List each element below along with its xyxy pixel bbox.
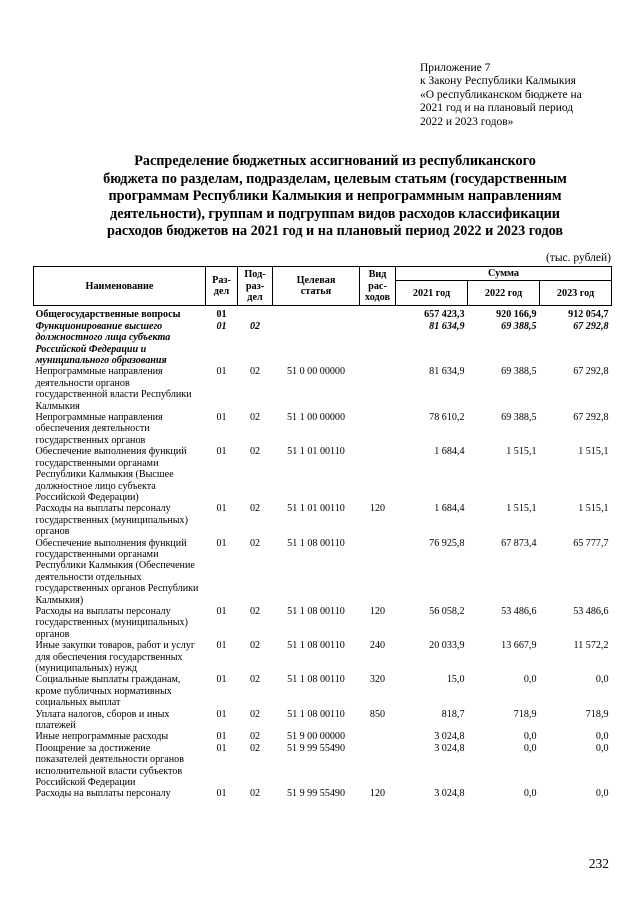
title-line: Распределение бюджетных ассигнований из республиканского <box>134 153 536 169</box>
header-vid <box>360 267 396 306</box>
header-target <box>273 267 360 306</box>
table-row <box>34 640 612 674</box>
cell-subsection: 02 <box>249 674 261 686</box>
cell-section: 01 <box>216 309 227 321</box>
cell-target <box>273 321 360 367</box>
cell-subsection: 02 <box>249 412 261 424</box>
cell-2022: 69 388,5 <box>501 412 537 424</box>
document-title <box>40 153 630 241</box>
cell-section: 01 <box>216 320 227 332</box>
cell-vid: 240 <box>369 640 386 652</box>
cell-vid <box>360 412 396 446</box>
cell-subsection <box>238 306 273 321</box>
cell-2021: 76 925,8 <box>429 537 465 549</box>
cell-2023: 718,9 <box>585 708 609 720</box>
cell-subsection: 02 <box>249 731 261 743</box>
cell-target: 51 9 00 00000 <box>286 731 346 743</box>
table-row <box>34 788 612 799</box>
cell-2023: 67 292,8 <box>573 320 609 332</box>
cell-section: 01 <box>216 640 227 652</box>
cell-2022: 0,0 <box>523 674 537 686</box>
cell-2022: 1 515,1 <box>506 503 537 515</box>
cell-name: Обеспечение выполнения функций государственными органами Республики Калмыкия (Высшее должностное лицо субъекта Российской Федерации) <box>35 446 187 503</box>
cell-2022: 1 515,1 <box>506 446 537 458</box>
cell-2022: 13 667,9 <box>501 640 537 652</box>
header-subsection <box>238 267 273 306</box>
cell-target: 51 1 08 00110 <box>287 605 345 617</box>
cell-target: 51 9 99 55490 <box>286 788 346 800</box>
cell-name: Расходы на выплаты персоналу государственных (муниципальных) органов <box>35 605 188 640</box>
header-vid-text: Вид рас- ходов <box>364 269 390 303</box>
cell-vid <box>360 306 396 321</box>
cell-2023: 67 292,8 <box>573 366 609 378</box>
cell-2022: 69 388,5 <box>501 320 537 332</box>
cell-2021: 3 024,8 <box>434 731 465 743</box>
cell-vid <box>360 366 396 412</box>
cell-subsection: 02 <box>249 640 261 652</box>
cell-subsection: 02 <box>249 366 261 378</box>
cell-section: 01 <box>216 446 227 458</box>
cell-2022: 920 166,9 <box>496 309 537 321</box>
cell-target <box>273 306 360 321</box>
page-number: 232 <box>588 856 609 871</box>
header-name: Наименование <box>34 267 206 306</box>
cell-2023: 1 515,1 <box>578 503 609 515</box>
table-row <box>34 412 612 446</box>
header-2022: 2022 год <box>468 281 540 306</box>
title-line: деятельности), группам и подгруппам видов расходов классификации <box>110 205 560 222</box>
cell-subsection: 02 <box>249 708 261 720</box>
table-row <box>34 321 612 367</box>
cell-2021: 3 024,8 <box>434 742 465 754</box>
cell-2023: 1 515,1 <box>578 446 609 458</box>
units-label: (тыс. рублей) <box>545 252 611 264</box>
cell-target: 51 1 01 00110 <box>287 503 345 515</box>
table-row <box>34 503 612 537</box>
cell-2022: 0,0 <box>523 731 537 743</box>
cell-2021: 1 684,4 <box>434 446 465 458</box>
cell-2023: 65 777,7 <box>573 537 609 549</box>
appendix-line: 2021 год и на плановый период <box>420 102 574 115</box>
cell-target: 51 1 08 00110 <box>287 708 345 720</box>
cell-section: 01 <box>216 412 227 424</box>
cell-name: Непрограммные направления обеспечения деятельности государственных органов <box>35 412 163 446</box>
cell-section: 01 <box>216 366 227 378</box>
table-row <box>34 674 612 708</box>
cell-2022: 53 486,6 <box>501 605 537 617</box>
cell-subsection: 02 <box>249 605 261 617</box>
title-line: расходов бюджетов на 2021 год и на плановый период 2022 и 2023 годов <box>106 223 564 240</box>
cell-section: 01 <box>216 788 227 800</box>
cell-2023: 0,0 <box>595 731 609 743</box>
table-row <box>34 306 612 321</box>
appendix-line: 2022 и 2023 годов» <box>420 115 514 128</box>
cell-vid <box>360 446 396 503</box>
header-2021: 2021 год <box>396 281 468 306</box>
table-row <box>34 446 612 503</box>
header-target-text: Целевая статья <box>296 274 336 298</box>
cell-2023: 67 292,8 <box>573 412 609 424</box>
cell-2021: 78 610,2 <box>429 412 465 424</box>
cell-2023: 0,0 <box>595 742 609 754</box>
cell-target: 51 9 99 55490 <box>286 742 346 754</box>
appendix-line: «О республиканском бюджете на <box>420 88 582 101</box>
cell-name: Социальные выплаты гражданам, кроме публичных нормативных социальных выплат <box>35 674 181 709</box>
appendix-note <box>420 62 620 129</box>
table-row <box>34 743 612 789</box>
cell-section: 01 <box>216 503 227 515</box>
cell-name: Уплата налогов, сборов и иных платежей <box>35 708 170 732</box>
cell-subsection: 02 <box>249 537 261 549</box>
cell-2021: 15,0 <box>446 674 465 686</box>
cell-name: Иные непрограммные расходы <box>35 731 169 743</box>
cell-2021: 56 058,2 <box>429 605 465 617</box>
cell-2023: 53 486,6 <box>573 605 609 617</box>
table-row <box>34 366 612 412</box>
cell-vid: 850 <box>369 708 386 720</box>
table-row <box>34 606 612 640</box>
cell-subsection: 02 <box>249 446 261 458</box>
cell-vid <box>360 731 396 742</box>
cell-2022: 69 388,5 <box>501 366 537 378</box>
header-section-text: Раз- дел <box>212 274 231 298</box>
cell-2023: 0,0 <box>595 674 609 686</box>
cell-section: 01 <box>216 742 227 754</box>
cell-2022: 0,0 <box>523 742 537 754</box>
cell-2021: 1 684,4 <box>434 503 465 515</box>
cell-2023: 0,0 <box>595 788 609 800</box>
cell-name: Расходы на выплаты персоналу государственных (муниципальных) органов <box>35 503 188 538</box>
cell-section: 01 <box>216 674 227 686</box>
cell-2021: 81 634,9 <box>429 366 465 378</box>
cell-name: Функционирование высшего должностного лица субъекта Российской Федерации и муниципального образования <box>35 320 171 367</box>
cell-name: Поощрение за достижение показателей деятельности органов исполнительной власти субъектов Российской Федерации <box>35 742 184 789</box>
cell-target: 51 1 01 00110 <box>287 446 345 458</box>
cell-2021: 657 423,3 <box>424 309 465 321</box>
cell-vid <box>360 321 396 367</box>
cell-name: Обеспечение выполнения функций государственными органами Республики Калмыкия (Обеспечение деятельности отдельных государственных органов Республики Калмыкия) <box>35 537 199 606</box>
cell-target: 51 1 08 00110 <box>287 537 345 549</box>
table-body <box>34 306 612 800</box>
cell-section: 01 <box>216 708 227 720</box>
title-line: бюджета по разделам, подразделам, целевым статьям (государственным <box>103 170 567 187</box>
cell-2022: 0,0 <box>523 788 537 800</box>
cell-subsection: 02 <box>249 503 261 515</box>
cell-target: 51 1 08 00110 <box>287 674 345 686</box>
header-section <box>206 267 238 306</box>
cell-subsection: 02 <box>249 788 261 800</box>
table-row <box>34 538 612 606</box>
cell-target: 51 0 00 00000 <box>286 366 346 378</box>
cell-name: Непрограммные направления деятельности органов государственной власти Республики Калмыкия <box>35 366 192 412</box>
cell-2021: 3 024,8 <box>434 788 465 800</box>
title-line: программам Республики Калмыкия и непрограммным направлениям <box>108 188 562 205</box>
cell-2021: 81 634,9 <box>429 320 465 332</box>
appendix-line: к Закону Республики Калмыкия <box>420 75 576 88</box>
cell-vid <box>360 538 396 606</box>
header-2023: 2023 год <box>540 281 612 306</box>
table-row <box>34 731 612 742</box>
cell-subsection: 02 <box>249 320 261 332</box>
cell-name: Общегосударственные вопросы <box>35 309 181 321</box>
cell-2023: 912 054,7 <box>568 309 609 321</box>
cell-target: 51 1 00 00000 <box>286 412 346 424</box>
cell-section: 01 <box>216 731 227 743</box>
header-subsection-text: Под- раз- дел <box>244 269 266 303</box>
cell-2022: 718,9 <box>513 708 537 720</box>
header-sum: Сумма <box>396 267 612 281</box>
cell-2021: 818,7 <box>441 708 465 720</box>
cell-name: Расходы на выплаты персоналу <box>35 788 171 800</box>
cell-2022: 67 873,4 <box>501 537 537 549</box>
cell-vid: 120 <box>369 605 386 617</box>
cell-section: 01 <box>216 537 227 549</box>
cell-vid: 320 <box>369 674 386 686</box>
cell-subsection: 02 <box>249 742 261 754</box>
cell-name: Иные закупки товаров, работ и услуг для обеспечения государственных (муниципальных) нужд <box>35 640 196 674</box>
table-row <box>34 709 612 732</box>
budget-table <box>33 266 612 800</box>
cell-target: 51 1 08 00110 <box>287 640 345 652</box>
cell-section: 01 <box>216 605 227 617</box>
cell-2023: 11 572,2 <box>573 640 609 652</box>
appendix-line: Приложение 7 <box>420 62 491 74</box>
cell-vid: 120 <box>369 503 386 515</box>
cell-2021: 20 033,9 <box>429 640 465 652</box>
cell-vid <box>360 743 396 789</box>
cell-vid: 120 <box>369 788 386 800</box>
